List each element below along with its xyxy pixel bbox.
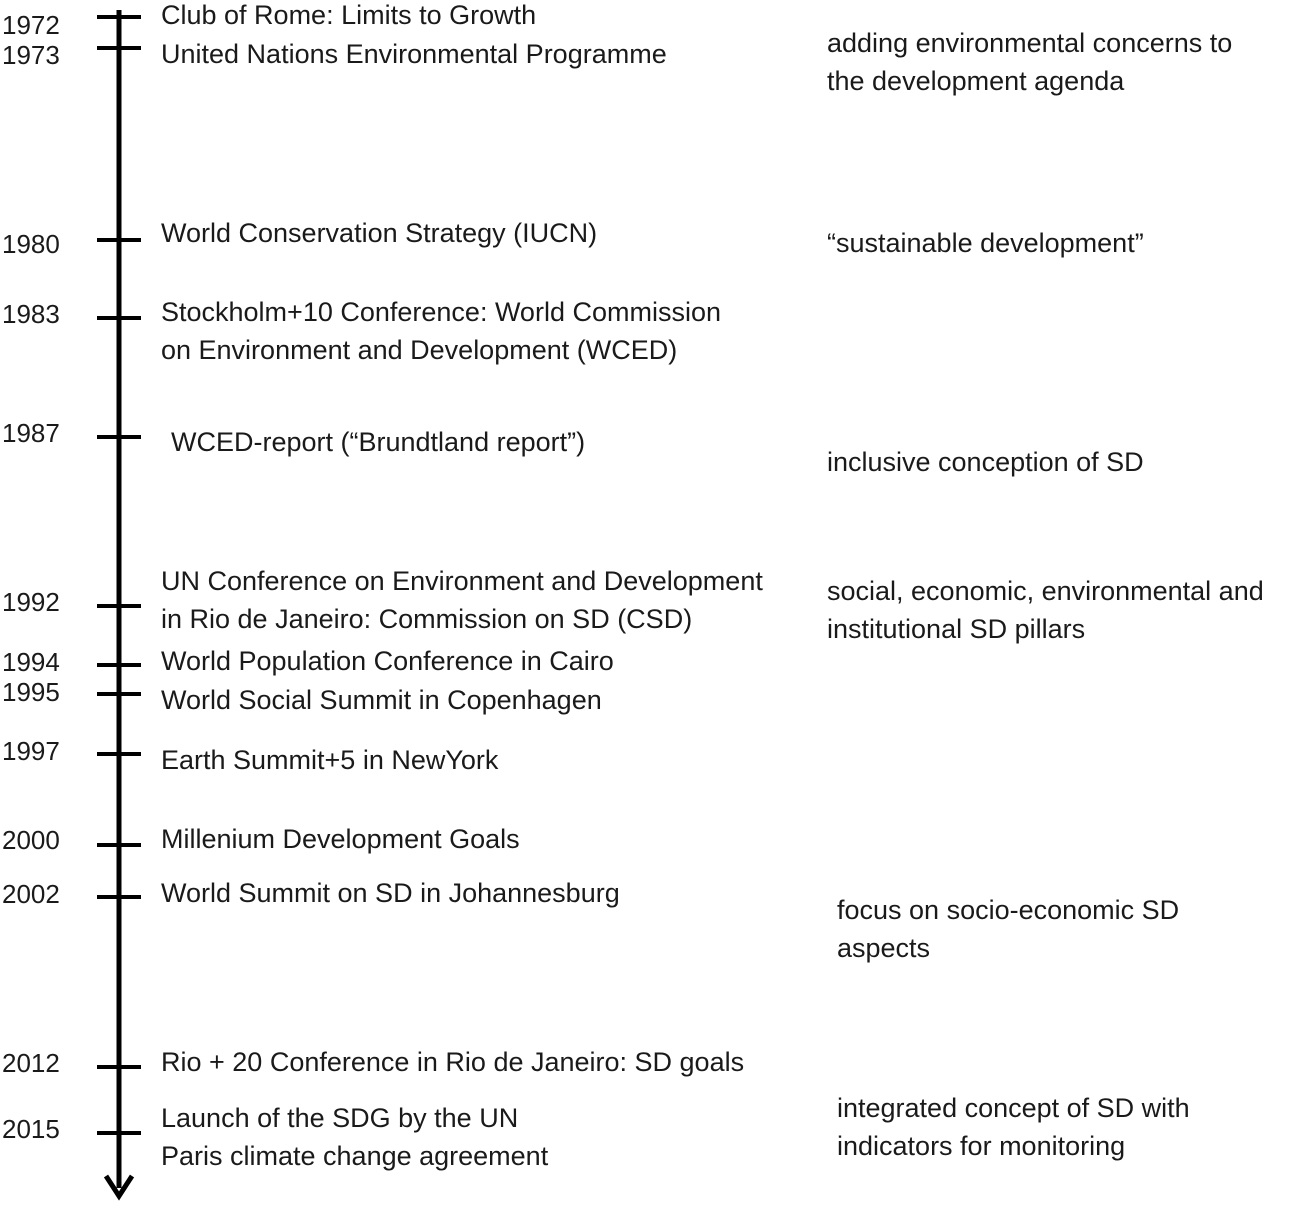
event-earth-summit-5 [161,741,498,779]
year-label-1995: 1995 [2,677,60,707]
event-line: Stockholm+10 Conference: World Commission [161,297,721,327]
event-unced-rio [161,562,763,638]
event-cairo-conference [161,642,614,680]
event-line: World Social Summit in Copenhagen [161,685,602,715]
note-environmental-concerns [827,24,1232,100]
year-label-2002: 2002 [2,879,60,909]
year-label-1997: 1997 [2,736,60,766]
note-sd-pillars [827,572,1264,648]
event-line: Rio + 20 Conference in Rio de Janeiro: SD goals [161,1047,745,1077]
event-line: World Summit on SD in Johannesburg [161,878,620,908]
event-world-conservation-strategy [161,214,597,252]
event-johannesburg-summit [161,874,620,912]
event-line: on Environment and Development (WCED) [161,335,678,365]
event-line: WCED-report (“Brundtland report”) [171,427,586,457]
event-line: Millenium Development Goals [161,824,520,854]
event-line: United Nations Environmental Programme [161,39,667,69]
event-mdg [161,820,520,858]
event-line: Paris climate change agreement [161,1141,549,1171]
note-line: the development agenda [827,66,1125,96]
note-line: institutional SD pillars [827,614,1086,644]
note-line: “sustainable development” [827,228,1144,258]
year-label-1987: 1987 [2,418,60,448]
event-unep [161,35,667,73]
event-line: UN Conference on Environment and Development [161,566,763,596]
note-line: focus on socio-economic SD [837,895,1180,925]
note-line: inclusive conception of SD [827,447,1144,477]
event-stockholm-10 [161,293,721,369]
note-sustainable-development [827,224,1144,262]
note-line: indicators for monitoring [837,1131,1126,1161]
note-line: aspects [837,933,931,963]
year-label-2015: 2015 [2,1114,60,1144]
event-copenhagen-summit [161,681,602,719]
note-socio-economic-focus [837,891,1179,967]
event-line: Club of Rome: Limits to Growth [161,0,537,30]
event-line: Earth Summit+5 in NewYork [161,745,499,775]
year-label-2000: 2000 [2,825,60,855]
event-line: in Rio de Janeiro: Commission on SD (CSD) [161,604,693,634]
event-line: World Population Conference in Cairo [161,646,614,676]
year-label-1992: 1992 [2,587,60,617]
note-line: integrated concept of SD with [837,1093,1190,1123]
event-club-of-rome [161,0,536,34]
note-integrated-concept [837,1089,1190,1165]
year-label-1973: 1973 [2,40,60,70]
year-label-2012: 2012 [2,1048,60,1078]
note-line: social, economic, environmental and [827,576,1264,606]
event-line: World Conservation Strategy (IUCN) [161,218,598,248]
year-label-1972: 1972 [2,10,60,40]
note-line: adding environmental concerns to [827,28,1233,58]
year-label-1980: 1980 [2,229,60,259]
year-label-1983: 1983 [2,299,60,329]
year-label-1994: 1994 [2,647,60,677]
event-sdg-paris [161,1099,548,1175]
note-inclusive-conception [827,443,1144,481]
event-rio-20 [161,1043,744,1081]
event-brundtland-report [171,423,585,461]
event-line: Launch of the SDG by the UN [161,1103,519,1133]
